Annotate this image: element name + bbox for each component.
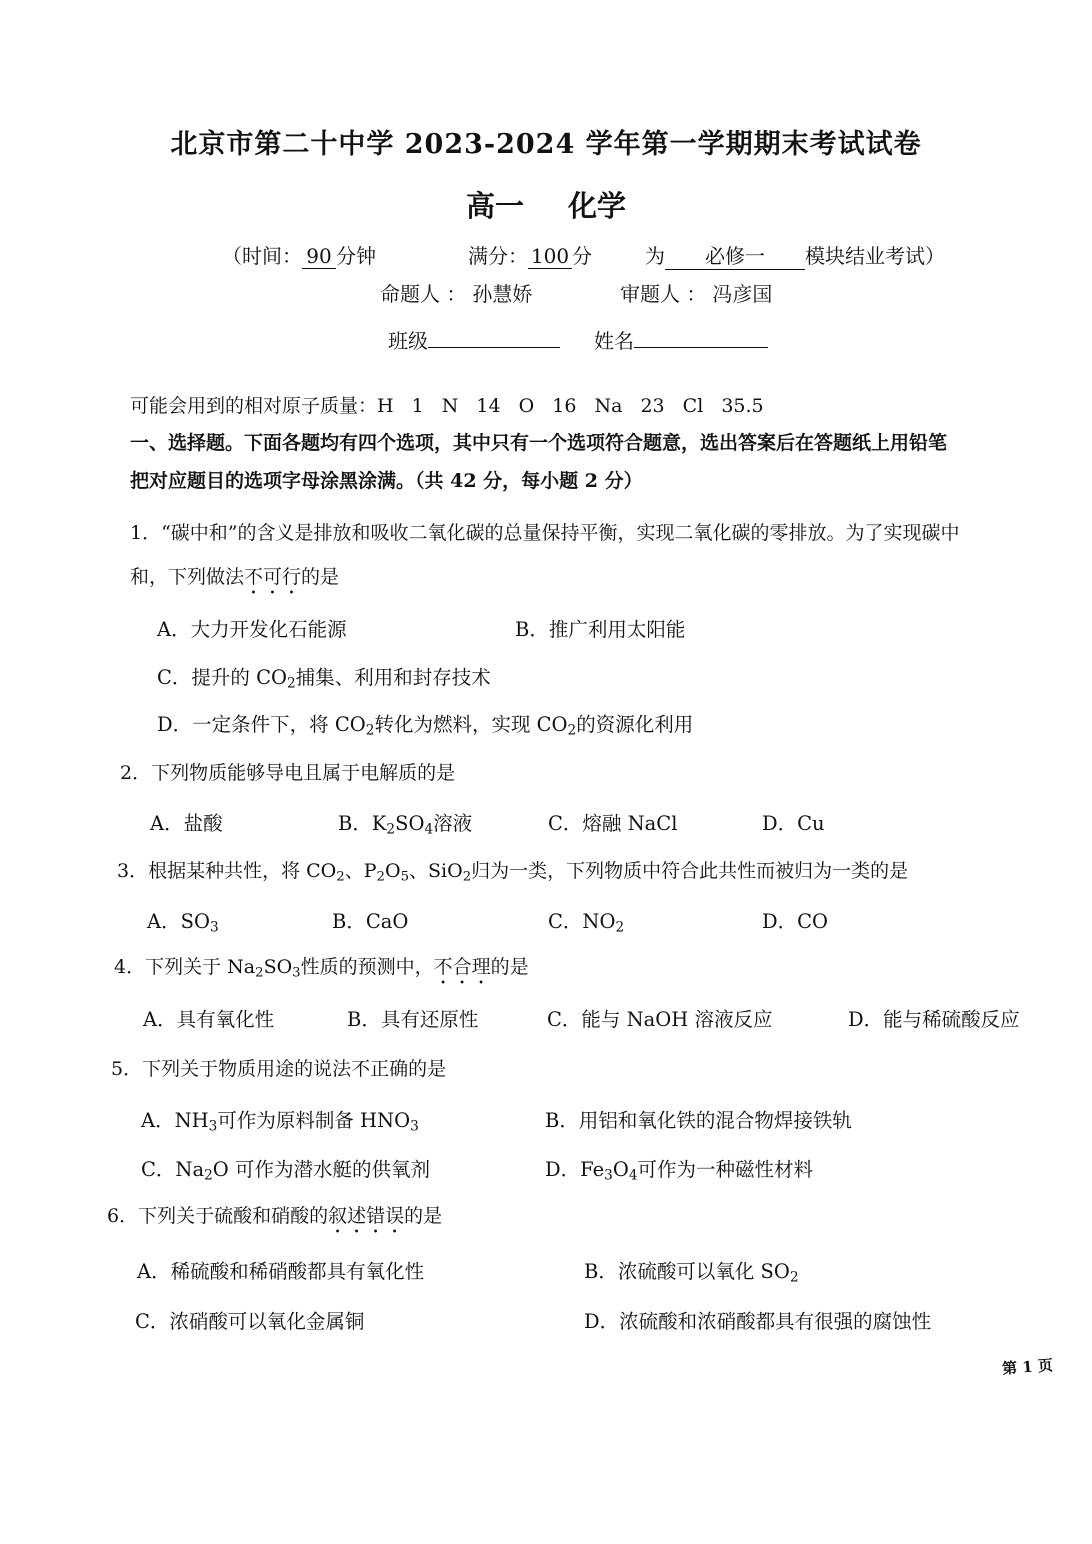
q3-stem-c: O xyxy=(384,860,401,882)
question-4-stem xyxy=(114,952,529,989)
subscript: 2 xyxy=(615,919,625,936)
module-value: 必修一 xyxy=(665,240,805,270)
q3-option-d[interactable]: D．CO xyxy=(762,910,829,933)
section1-instructions-line2: 把对应题目的选项字母涂黑涂满。（共 42 分，每小题 2 分） xyxy=(130,470,643,492)
q2-option-d[interactable]: D．Cu xyxy=(762,812,825,835)
subscript: 2 xyxy=(365,722,375,739)
q2-option-b[interactable] xyxy=(338,808,472,836)
exam-title: 北京市第二十中学 2023-2024 学年第一学期期末考试试卷 xyxy=(170,129,922,160)
author-line xyxy=(380,278,532,307)
subscript: 4 xyxy=(628,1167,638,1184)
q5-d-text: D．Fe xyxy=(545,1158,605,1181)
q4-emphasis: 不合理 xyxy=(433,956,491,978)
q2-option-a[interactable]: A．盐酸 xyxy=(150,812,223,835)
q5-a-text-end: 可作为原料制备 HNO xyxy=(217,1109,411,1132)
q4-option-b[interactable]: B．具有还原性 xyxy=(347,1008,479,1031)
q3-option-a[interactable] xyxy=(147,906,219,934)
q1-stem-end: 的是 xyxy=(301,566,340,588)
subscript: 2 xyxy=(789,1269,799,1286)
subscript: 2 xyxy=(567,722,577,739)
q6-option-d[interactable]: D．浓硫酸和浓硝酸都具有很强的腐蚀性 xyxy=(584,1310,932,1333)
subscript: 5 xyxy=(400,869,410,885)
q1-stem-text: 和，下列做法 xyxy=(130,566,245,588)
subject-label: 化学 xyxy=(568,189,627,223)
subscript: 3 xyxy=(208,1118,218,1135)
subscript: 2 xyxy=(204,1167,213,1184)
q2-option-c[interactable]: C．熔融 NaCl xyxy=(548,812,678,835)
author-label: 命题人 ： xyxy=(380,282,467,306)
class-label: 班级 xyxy=(388,329,428,353)
name-label: 姓名 xyxy=(594,329,634,353)
q4-option-a[interactable]: A．具有氧化性 xyxy=(143,1008,275,1031)
q2-b-text: B．K xyxy=(338,812,387,835)
reviewer-name: 冯彦国 xyxy=(712,282,773,306)
subscript: 3 xyxy=(410,1118,419,1135)
q5-d-text-end: 可作为一种磁性材料 xyxy=(637,1158,814,1181)
subscript: 3 xyxy=(292,965,301,981)
q4-option-d[interactable]: D．能与稀硫酸反应 xyxy=(848,1008,1020,1031)
time-value: 90 xyxy=(302,244,336,269)
q2-b-text-mid: SO xyxy=(395,812,425,835)
q1-d-text-end: 的资源化利用 xyxy=(576,713,694,736)
question-5-stem: 5．下列关于物质用途的说法不正确的是 xyxy=(111,1058,447,1080)
q6-b-text: B．浓硫酸可以氧化 SO xyxy=(584,1260,790,1283)
reviewer-label: 审题人 ： xyxy=(620,282,707,306)
q5-d-text-mid: O xyxy=(612,1158,629,1181)
q3-option-c[interactable] xyxy=(548,906,624,934)
q3-stem-a: 3．根据某种共性，将 CO xyxy=(117,860,337,882)
grade-label: 高一 xyxy=(465,189,524,223)
q4-stem-c: 性质的预测中， xyxy=(300,956,434,978)
question-1-stem-line1: 1．“碳中和”的含义是排放和吸收二氧化碳的总量保持平衡，实现二氧化碳的零排放。为了实现碳中 xyxy=(130,522,960,544)
reviewer-line xyxy=(620,278,772,307)
score-value: 100 xyxy=(528,244,572,269)
q5-a-text: A．NH xyxy=(141,1109,209,1132)
q3-c-text: C．NO xyxy=(548,910,616,933)
q3-stem-d: 、SiO xyxy=(409,860,463,882)
subscript: 2 xyxy=(287,675,296,692)
subscript: 3 xyxy=(604,1167,613,1184)
q1-c-text: C．提升的 CO xyxy=(157,666,288,689)
author-name: 孙慧娇 xyxy=(472,282,533,306)
name-field xyxy=(594,325,768,354)
q6-stem-end: 的是 xyxy=(404,1205,443,1227)
subscript: 2 xyxy=(376,869,385,885)
q6-option-c[interactable]: C．浓硝酸可以氧化金属铜 xyxy=(135,1310,365,1333)
question-2-stem: 2．下列物质能够导电且属于电解质的是 xyxy=(120,762,456,784)
grade-subject xyxy=(0,184,1092,225)
q1-d-text-mid: 转化为燃料，实现 CO xyxy=(374,713,568,736)
module-suffix: 模块结业考试） xyxy=(805,244,945,268)
subscript: 2 xyxy=(462,869,472,885)
q4-stem-a: 4．下列关于 Na xyxy=(114,956,256,978)
page-number: 第 1 页 xyxy=(1001,1356,1054,1378)
q4-stem-b: SO xyxy=(263,956,293,978)
time-label: （时间： xyxy=(222,244,302,268)
q1-emphasis: 不可行 xyxy=(244,566,302,588)
q5-option-d[interactable] xyxy=(545,1154,813,1182)
question-1-stem-line2 xyxy=(130,562,339,599)
q1-option-b[interactable]: B．推广利用太阳能 xyxy=(515,618,686,641)
q1-option-a[interactable]: A．大力开发化石能源 xyxy=(157,618,347,641)
question-3-stem xyxy=(117,856,908,883)
class-blank[interactable] xyxy=(428,325,560,348)
q5-option-c[interactable] xyxy=(141,1154,430,1182)
subscript: 3 xyxy=(209,919,219,936)
q5-option-b[interactable]: B．用铝和氧化铁的混合物焊接铁轨 xyxy=(545,1109,852,1132)
exam-module-line xyxy=(645,240,945,270)
q6-option-a[interactable]: A．稀硫酸和稀硝酸都具有氧化性 xyxy=(137,1260,425,1283)
q1-d-text: D．一定条件下，将 CO xyxy=(157,713,366,736)
module-prefix: 为 xyxy=(645,244,665,268)
q1-option-d[interactable] xyxy=(157,709,693,737)
subscript: 2 xyxy=(336,869,345,885)
subscript: 2 xyxy=(255,965,264,981)
q3-stem-b: 、P xyxy=(344,860,377,882)
q2-b-text-end: 溶液 xyxy=(433,812,473,835)
q6-stem-text: 6．下列关于硫酸和硝酸的 xyxy=(107,1205,329,1227)
atomic-masses: 可能会用到的相对原子质量：H 1 N 14 O 16 Na 23 Cl 35.5 xyxy=(130,395,764,417)
name-blank[interactable] xyxy=(634,325,768,348)
subscript: 2 xyxy=(386,821,396,838)
exam-score-line xyxy=(468,240,592,269)
q3-a-text: A．SO xyxy=(147,910,210,933)
q5-c-text-end: O 可作为潜水艇的供氧剂 xyxy=(212,1158,430,1181)
score-label: 满分： xyxy=(468,244,528,268)
exam-time-line xyxy=(222,240,376,269)
q4-option-c[interactable]: C．能与 NaOH 溶液反应 xyxy=(547,1008,773,1031)
q1-option-c[interactable] xyxy=(157,662,491,690)
section1-instructions-line1: 一、选择题。下面各题均有四个选项，其中只有一个选项符合题意，选出答案后在答题纸上用铅笔 xyxy=(130,432,948,454)
q5-c-text: C．Na xyxy=(141,1158,205,1181)
q6-option-b[interactable] xyxy=(584,1256,799,1284)
class-field xyxy=(388,325,560,354)
q5-option-a[interactable] xyxy=(141,1105,419,1133)
q6-emphasis: 叙述错误 xyxy=(328,1205,405,1227)
q3-option-b[interactable]: B．CaO xyxy=(332,910,409,933)
q3-stem-e: 归为一类，下列物质中符合此共性而被归为一类的是 xyxy=(471,860,909,882)
question-6-stem xyxy=(107,1201,442,1238)
time-unit: 分钟 xyxy=(336,244,376,268)
q4-stem-d: 的是 xyxy=(490,956,529,978)
score-unit: 分 xyxy=(572,244,592,268)
q1-c-text-end: 捕集、利用和封存技术 xyxy=(295,666,491,689)
subscript: 4 xyxy=(424,821,434,838)
